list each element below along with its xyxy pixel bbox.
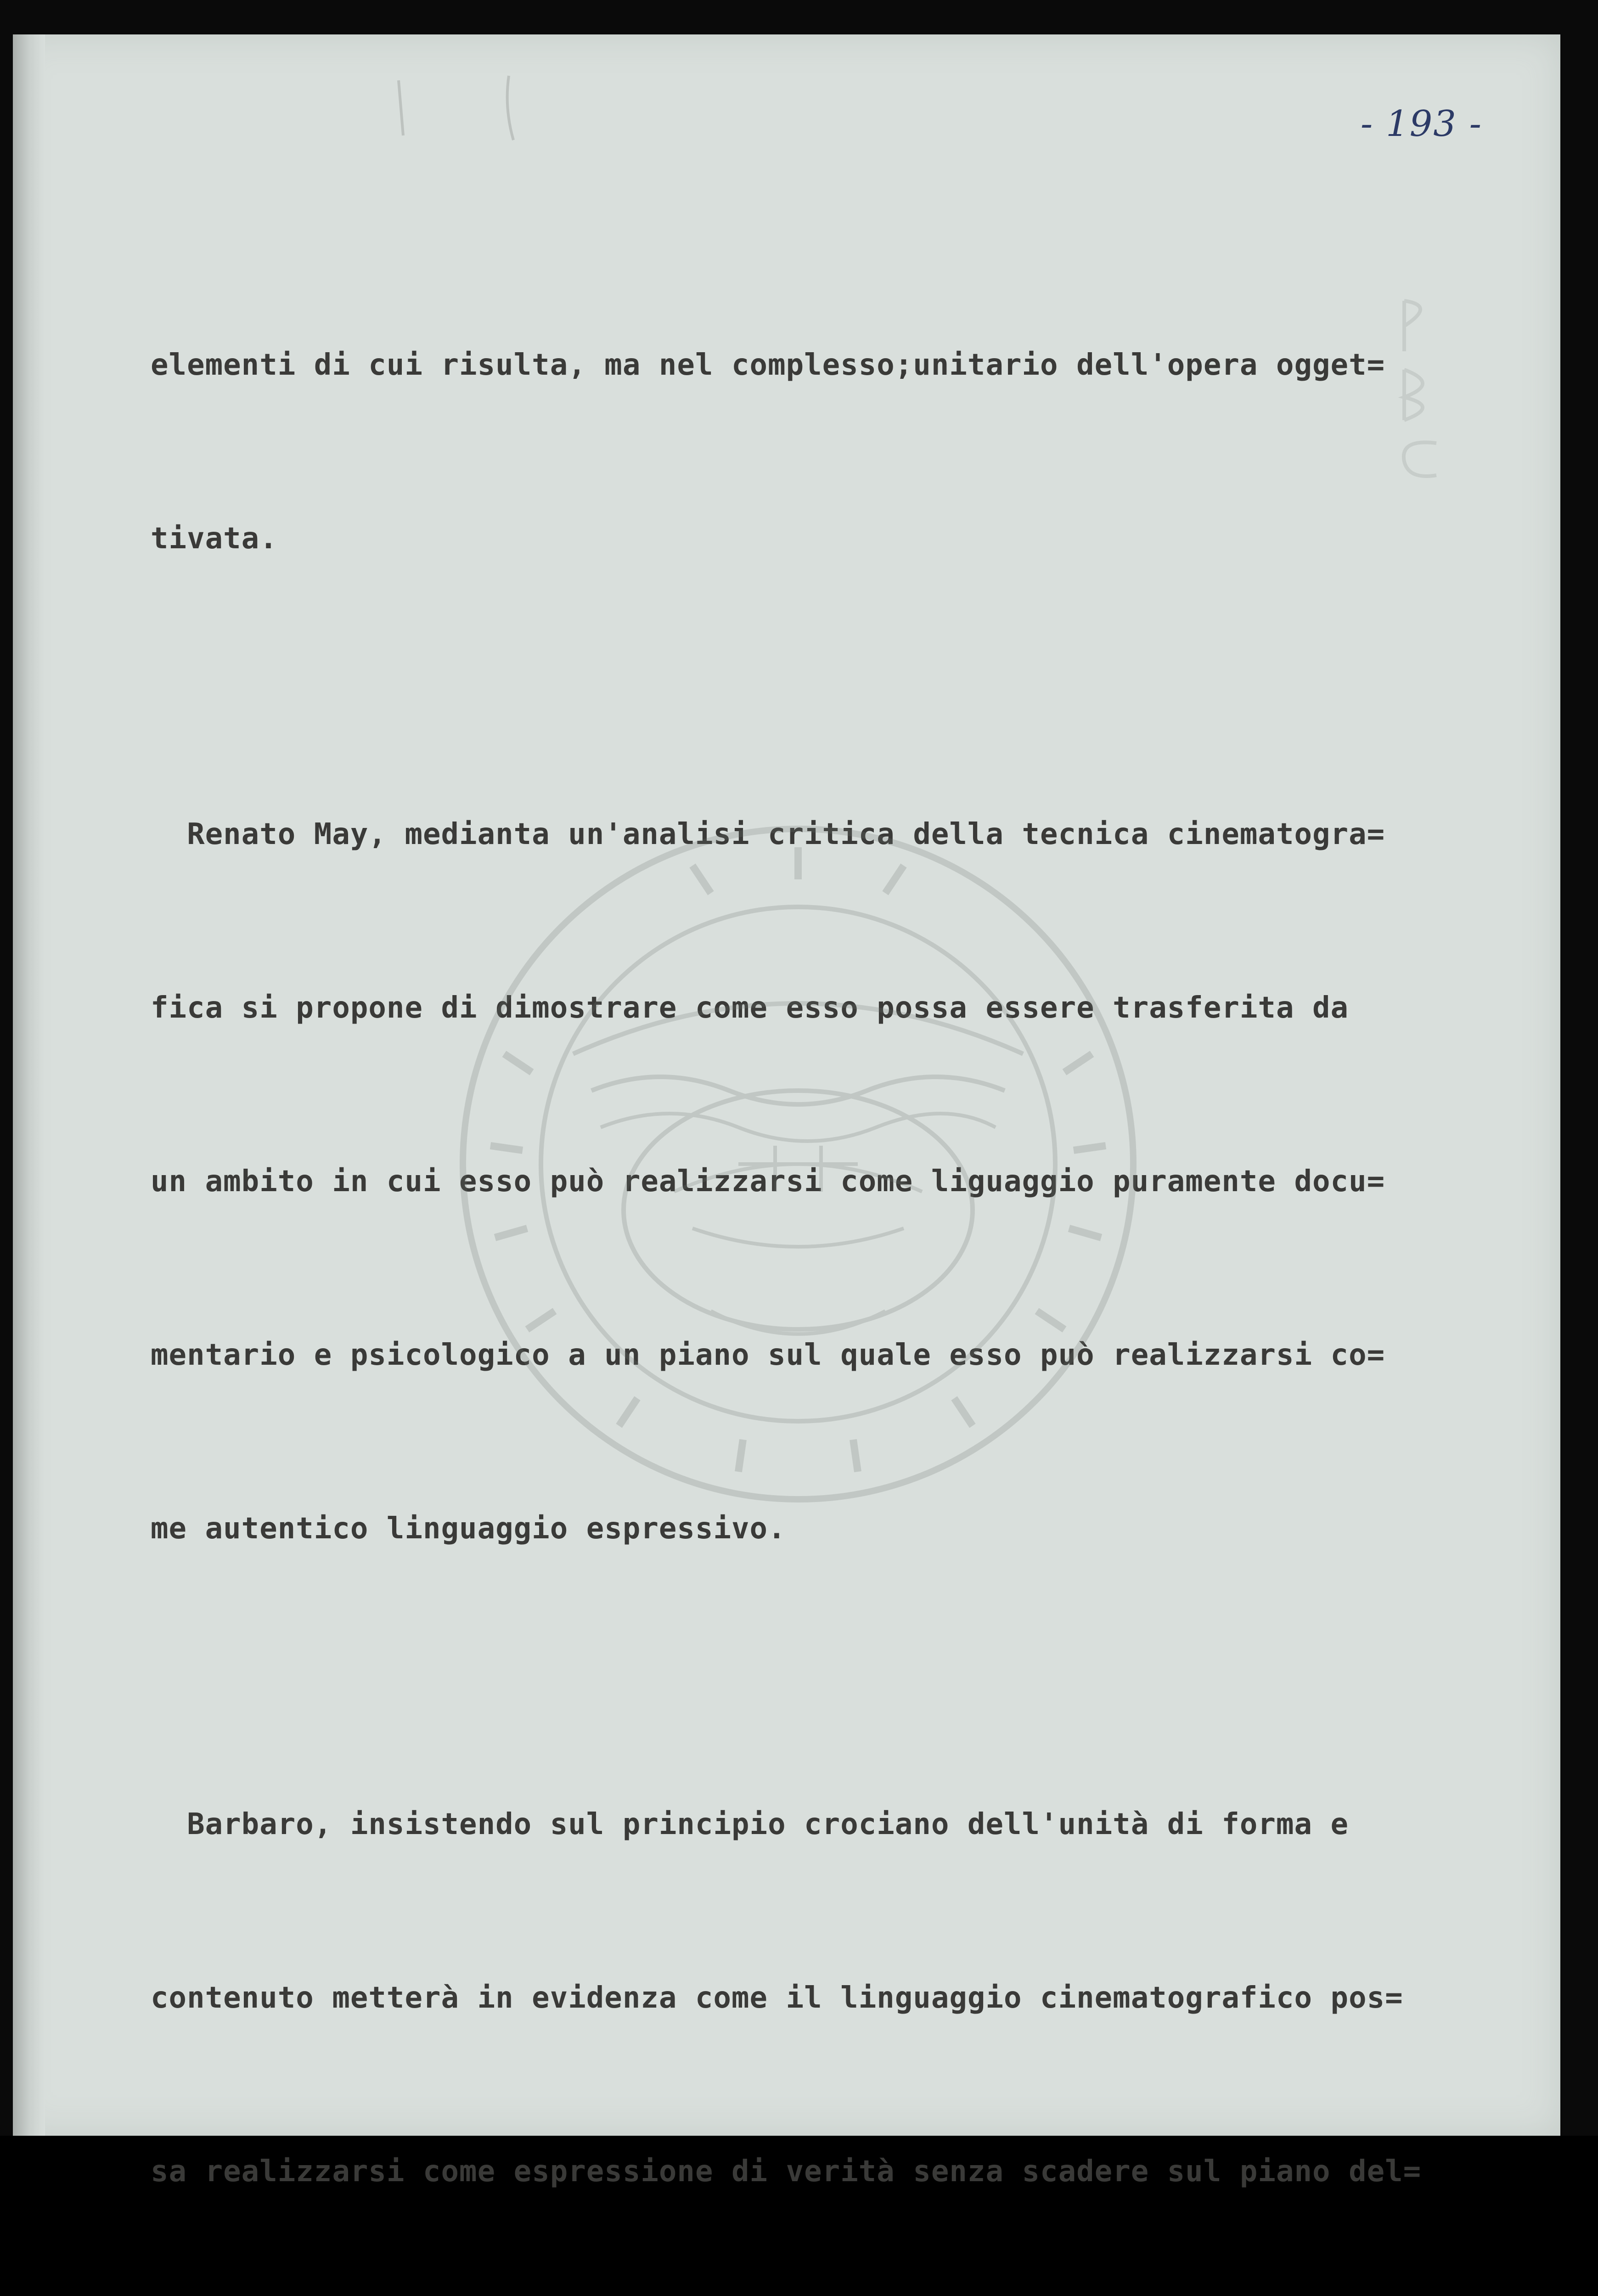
document-page [13,34,1560,2189]
text-line: un ambito in cui esso può realizzarsi come liguaggio puramente docu= [151,1165,1385,1199]
show-through-marks [389,71,573,145]
text-line: tivata. [151,522,278,556]
text-line: contenuto metterà in evidenza come il linguaggio cinematografico pos= [151,1981,1403,2015]
page-number: - 193 - [1360,103,1482,145]
circular-library-stamp-icon [454,815,1142,1513]
text-line: Renato May, medianta un'analisi critica della tecnica cinematogra= [151,817,1385,851]
text-line: fica si propone di dimostrare come esso possa essere trasferita da [151,991,1349,1025]
text-line: mentario e psicologico a un piano sul quale esso può realizzarsi co= [151,1338,1385,1372]
text-line: me autentico linguaggio espressivo. [151,1512,786,1546]
text-line: sa realizzarsi come espressione di verità senza scadere sul piano del= [151,2155,1422,2189]
text-line: elementi di cui risulta, ma nel complesso;unitario dell'opera ogget= [151,348,1385,382]
binding-edge [13,34,45,2136]
text-line: Barbaro, insistendo sul principio crociano dell'unità di forma e [151,1807,1349,1841]
